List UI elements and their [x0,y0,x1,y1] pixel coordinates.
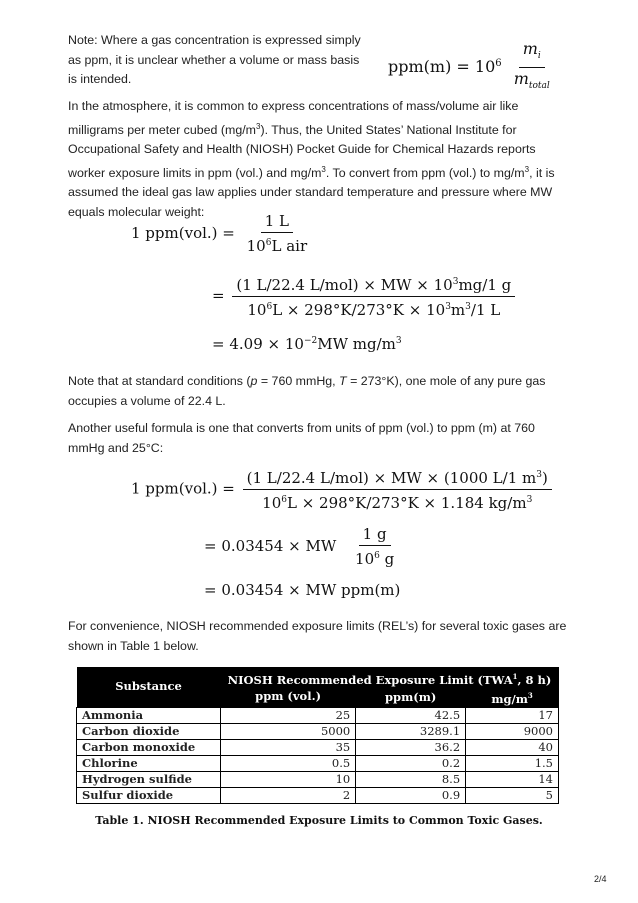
eq-exp: 6 [495,57,502,69]
eq-lhs: ppm(m) = 10 [388,57,496,77]
niosh-exposure-table [76,667,559,804]
mass-fraction [510,40,554,95]
table-caption: Table 1. NIOSH Recommended Exposure Limits to Common Toxic Gases. [95,814,543,827]
table-row: Ammonia 25 42.5 17 [77,707,559,723]
standard-conditions-paragraph: Note that at standard conditions (p = 760 mmHg, T = 273°K), one mole of any pure gas occupies a volume of 22.4 L. [68,374,546,408]
table-row: Hydrogen sulfide 10 8.5 14 [77,771,559,787]
mg-m3-header: $mg/m^3$ [466,688,559,707]
table-row: Chlorine 0.5 0.2 1.5 [77,755,559,771]
table-row: Carbon dioxide 5000 3289.1 9000 [77,723,559,739]
ppm-m-header: ppm(m) [356,688,466,707]
ppm-vol-header: ppm (vol.) [221,688,356,707]
niosh-group-header: NIOSH Recommended Exposure Limit (TWA$^1$, 8 h) [221,667,559,688]
frac-num-sub: i [537,51,541,62]
vol-equation-result: = $4.09 \times 10^{-2}MW$ $mg/m^3$ [212,335,402,353]
atmosphere-paragraph: In the atmosphere, it is common to express concentrations of mass/volume air like milligrams per meter cubed $(mg/m^3)$. Thus, the United States’ National Institute for Occupational Safety and Health (NIOSH) Pocket Guide for Chemical Hazards reports worker exposure limits in ppm (vol.) and $mg/m^3$. To convert from ppm (vol.) to $mg/m^3$, it is assumed the ideal gas law applies under standard temperature and pressure where MW equals molecular weight: [68,99,555,219]
vol-equation-line1: 1 ppm(vol.) = $\frac{1 L}{10^6L air}$ [131,212,308,255]
conv-equation-line1: 1 ppm(vol.) = $\frac{(1 L/22.4 L/mol) \times MW \times (1000 L/1 m^3)}{10^6L \times 298^\circ K/273^\circ K \times 1.184 kg/m^3}$ [131,467,555,512]
substance-header: Substance [77,667,221,707]
vol-equation-line2: = $\frac{(1 L/22.4 L/mol) \times MW \times 10^3mg/1 g}{10^6L \times 298^\circ K/273^\circ K \times 10^3m^3/1 L}$ [212,274,518,319]
note-paragraph: Note: Where a gas concentration is expressed simply as ppm, it is unclear whether a volume or mass basis is intended. [68,33,361,86]
frac-num: m [522,39,538,58]
conv-equation-line2: = 0.03454 × MW $\frac{1 g}{10^6 g}$ [204,525,395,568]
table-row: Carbon monoxide 35 36.2 40 [77,739,559,755]
useful-formula-paragraph: Another useful formula is one that converts from units of ppm (vol.) to ppm (m) at 760 mmHg and 25°C: [68,421,535,455]
frac-den: m [513,69,529,89]
table-row: Sulfur dioxide 2 0.9 5 [77,787,559,803]
page-number: 2/4 [594,874,607,884]
ppm-mass-equation [388,40,557,95]
frac-den-sub: total [528,81,550,92]
conv-equation-line3: = 0.03454 × MW ppm(m) [204,581,401,599]
convenience-paragraph: For convenience, NIOSH recommended exposure limits (REL’s) for several toxic gases are shown in Table 1 below. [68,619,567,653]
